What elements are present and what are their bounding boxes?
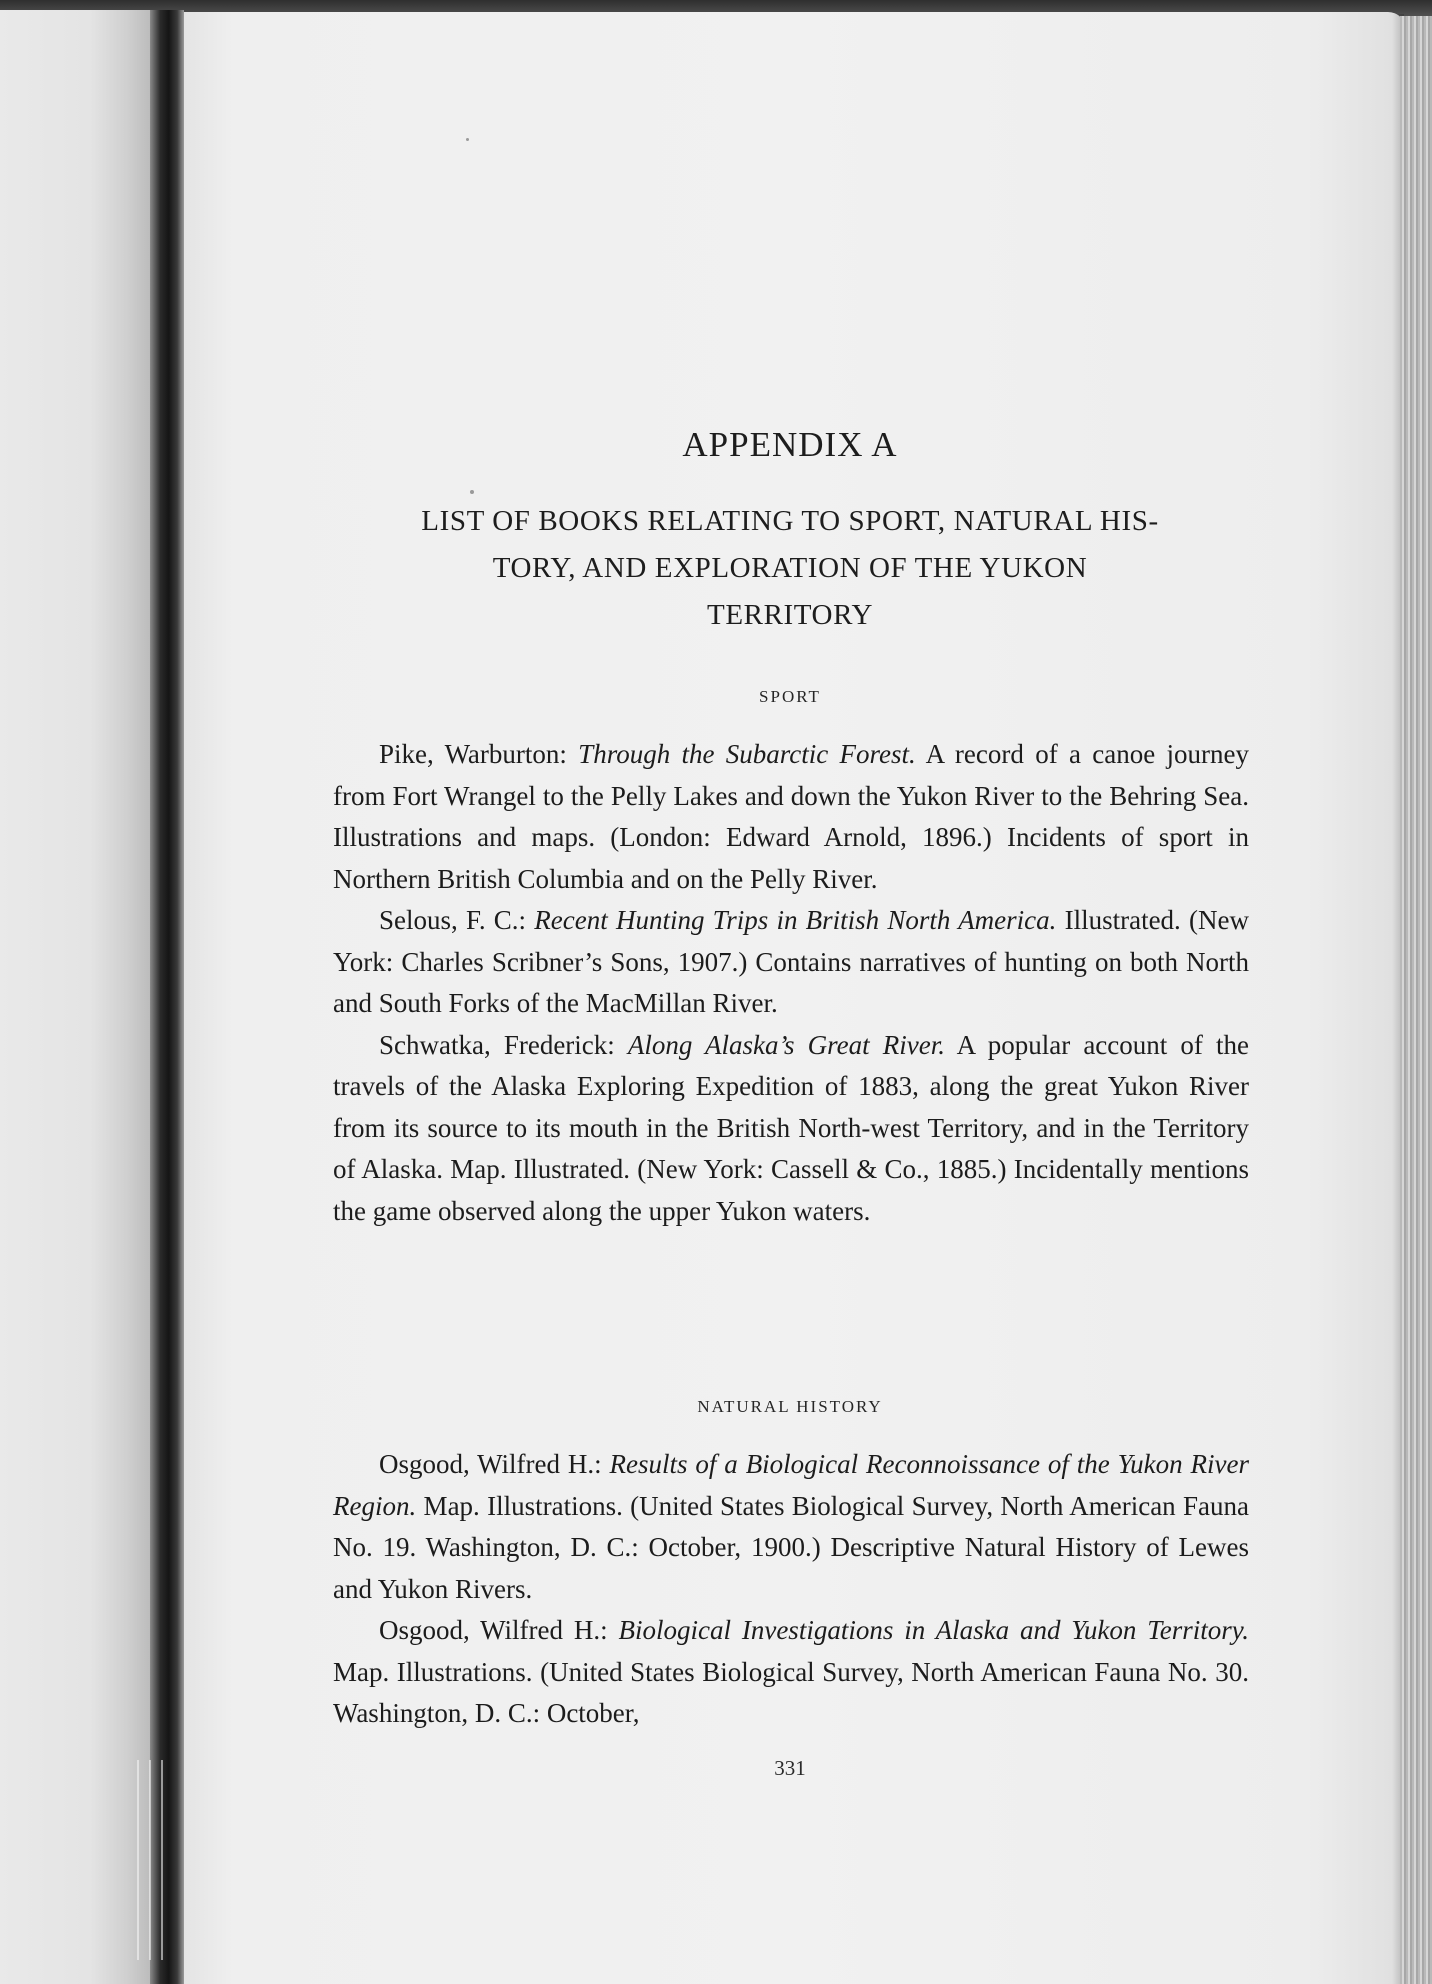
page-number: 331: [774, 1756, 806, 1780]
bibliography-entry: [333, 900, 1249, 1025]
entry-title: Along Alaska’s Great River.: [627, 1029, 945, 1060]
page-stack-edge: [1400, 16, 1432, 1984]
entry-author: Osgood, Wilfred H.:: [379, 1615, 619, 1645]
entry-title: Results of a Biological Reconnoissance of the Yukon River Region.: [333, 1449, 1250, 1521]
entry-author: Selous, F. C.:: [379, 905, 535, 935]
entry-author: Schwatka, Frederick:: [379, 1029, 628, 1060]
bibliography-entry: [333, 1610, 1249, 1735]
entry-title: Biological Investigations in Alaska and Yukon Territory.: [618, 1615, 1249, 1645]
entry-author: Osgood, Wilfred H.:: [379, 1449, 610, 1479]
bibliography-entry: [333, 1444, 1249, 1610]
entry-title: Through the Subarctic Forest.: [578, 739, 916, 769]
main-title: [333, 498, 1247, 639]
scan-speck: [470, 490, 474, 494]
bibliography-entry: [333, 1025, 1249, 1233]
entry-description: Map. Illustrations. (United States Biological Survey, North American Fauna No. 19. Washington, D. C.: October, 1900.) Descriptive Natural History of Lewes and Yukon Rivers.: [333, 1490, 1249, 1604]
main-title-line: TORY, AND EXPLORATION OF THE YUKON: [492, 552, 1088, 584]
book-gutter: [150, 10, 184, 1984]
entry-description: A record of a canoe journey from Fort Wrangel to the Pelly Lakes and down the Yukon River to the Behring Sea. Illustrations and maps. (London: Edward Arnold, 1896.) Incidents of sport in Northern British Columbia and on the Pelly River.: [333, 739, 1250, 894]
sport-entries: [333, 734, 1249, 1232]
entry-description: Map. Illustrations. (United States Biological Survey, North American Fauna No. 30. Washington, D. C.: October,: [333, 1656, 1249, 1728]
section-heading-sport: SPORT: [759, 687, 821, 706]
main-title-line: LIST OF BOOKS RELATING TO SPORT, NATURAL HIS-: [421, 505, 1159, 537]
entry-author: Pike, Warburton:: [379, 739, 579, 769]
binding-thread: [132, 1760, 172, 1960]
section-heading-natural-history: NATURAL HISTORY: [697, 1397, 883, 1416]
entry-description: Illustrated. (New York: Charles Scribner’s Sons, 1907.) Contains narratives of hunting on both North and South Forks of the MacMillan River.: [333, 905, 1250, 1018]
bibliography-entry: [333, 734, 1249, 900]
entry-title: Recent Hunting Trips in British North America.: [534, 905, 1057, 935]
main-title-line: TERRITORY: [707, 599, 873, 631]
scan-speck: [466, 138, 469, 141]
left-page-edge: [0, 10, 150, 1984]
natural-history-entries: [333, 1444, 1249, 1735]
entry-description: A popular account of the travels of the Alaska Exploring Expedition of 1883, along the great Yukon River from its source to its mouth in the British North-west Territory, and in the Territory of Alaska. Map. Illustrated. (New York: Cassell & Co., 1885.) Incidentally mentions the game observed along the upper Yukon waters.: [333, 1029, 1249, 1226]
appendix-title: APPENDIX A: [682, 425, 898, 464]
